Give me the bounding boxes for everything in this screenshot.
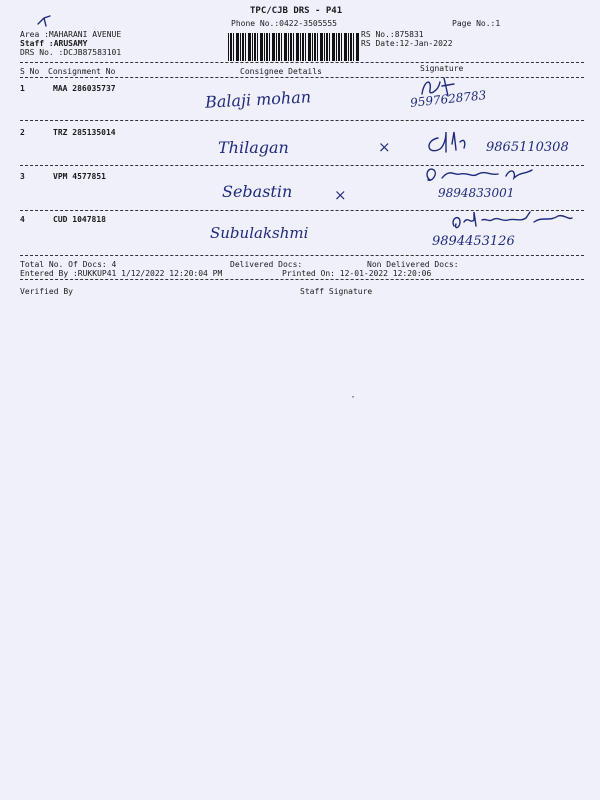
- row-sno: 4: [20, 215, 25, 224]
- row-consignee: Sebastin: [222, 182, 293, 201]
- verified-by: Verified By: [20, 287, 73, 296]
- ink-mark-icon: [36, 14, 52, 28]
- total-docs: Total No. Of Docs: 4: [20, 260, 117, 269]
- row-consignment: VPM 4577851: [53, 172, 106, 181]
- phone-number: Phone No.:0422-3505555: [231, 19, 337, 28]
- barcode-image: [228, 33, 360, 61]
- page-number: Page No.:1: [452, 19, 501, 28]
- rs-number: RS No.:875831: [361, 30, 424, 39]
- col-sno: S No: [20, 67, 40, 76]
- divider: [20, 77, 584, 78]
- col-consignment: Consignment No: [48, 67, 116, 76]
- row-consignment: CUD 1047818: [53, 215, 106, 224]
- divider: [20, 279, 584, 280]
- rs-date: RS Date:12-Jan-2022: [361, 39, 453, 48]
- divider: [20, 255, 584, 256]
- staff-label: Staff :ARUSAMY: [20, 39, 88, 48]
- col-signature: Signature: [420, 64, 464, 73]
- row-sno: 2: [20, 128, 25, 137]
- staff-signature: Staff Signature: [300, 287, 373, 296]
- row-phone: 9894833001: [438, 186, 515, 200]
- row-sno: 1: [20, 84, 25, 93]
- document-title: TPC/CJB DRS - P41: [250, 6, 343, 16]
- row-consignee: Balaji mohan: [204, 87, 312, 112]
- entered-by: Entered By :RUKKUP41 1/12/2022 12:20:04 PM: [20, 269, 223, 278]
- handwritten-signature: [450, 208, 580, 234]
- scan-speck: ·: [350, 392, 357, 403]
- row-consignee: Subulakshmi: [210, 224, 309, 242]
- handwritten-signature: [420, 162, 550, 186]
- row-consignment: MAA 286035737: [53, 84, 116, 93]
- row-consignee: Thilagan: [218, 138, 289, 157]
- row-phone: 9865110308: [486, 140, 569, 155]
- row-mark: ×: [378, 138, 391, 156]
- row-sno: 3: [20, 172, 25, 181]
- drs-number: DRS No. :DCJB87583101: [20, 48, 122, 57]
- delivered-docs: Delivered Docs:: [230, 260, 303, 269]
- col-consignee: Consignee Details: [240, 67, 322, 76]
- row-phone: 9894453126: [432, 234, 515, 249]
- non-delivered-docs: Non Delivered Docs:: [367, 260, 459, 269]
- row-mark: ×: [334, 186, 347, 204]
- area-label: Area :MAHARANI AVENUE: [20, 30, 122, 39]
- row-consignment: TRZ 285135014: [53, 128, 116, 137]
- printed-on: Printed On: 12-01-2022 12:20:06: [282, 269, 432, 278]
- divider: [20, 120, 584, 121]
- divider: [20, 62, 584, 63]
- handwritten-signature: [424, 128, 484, 158]
- row-phone: 9597628783: [409, 88, 487, 110]
